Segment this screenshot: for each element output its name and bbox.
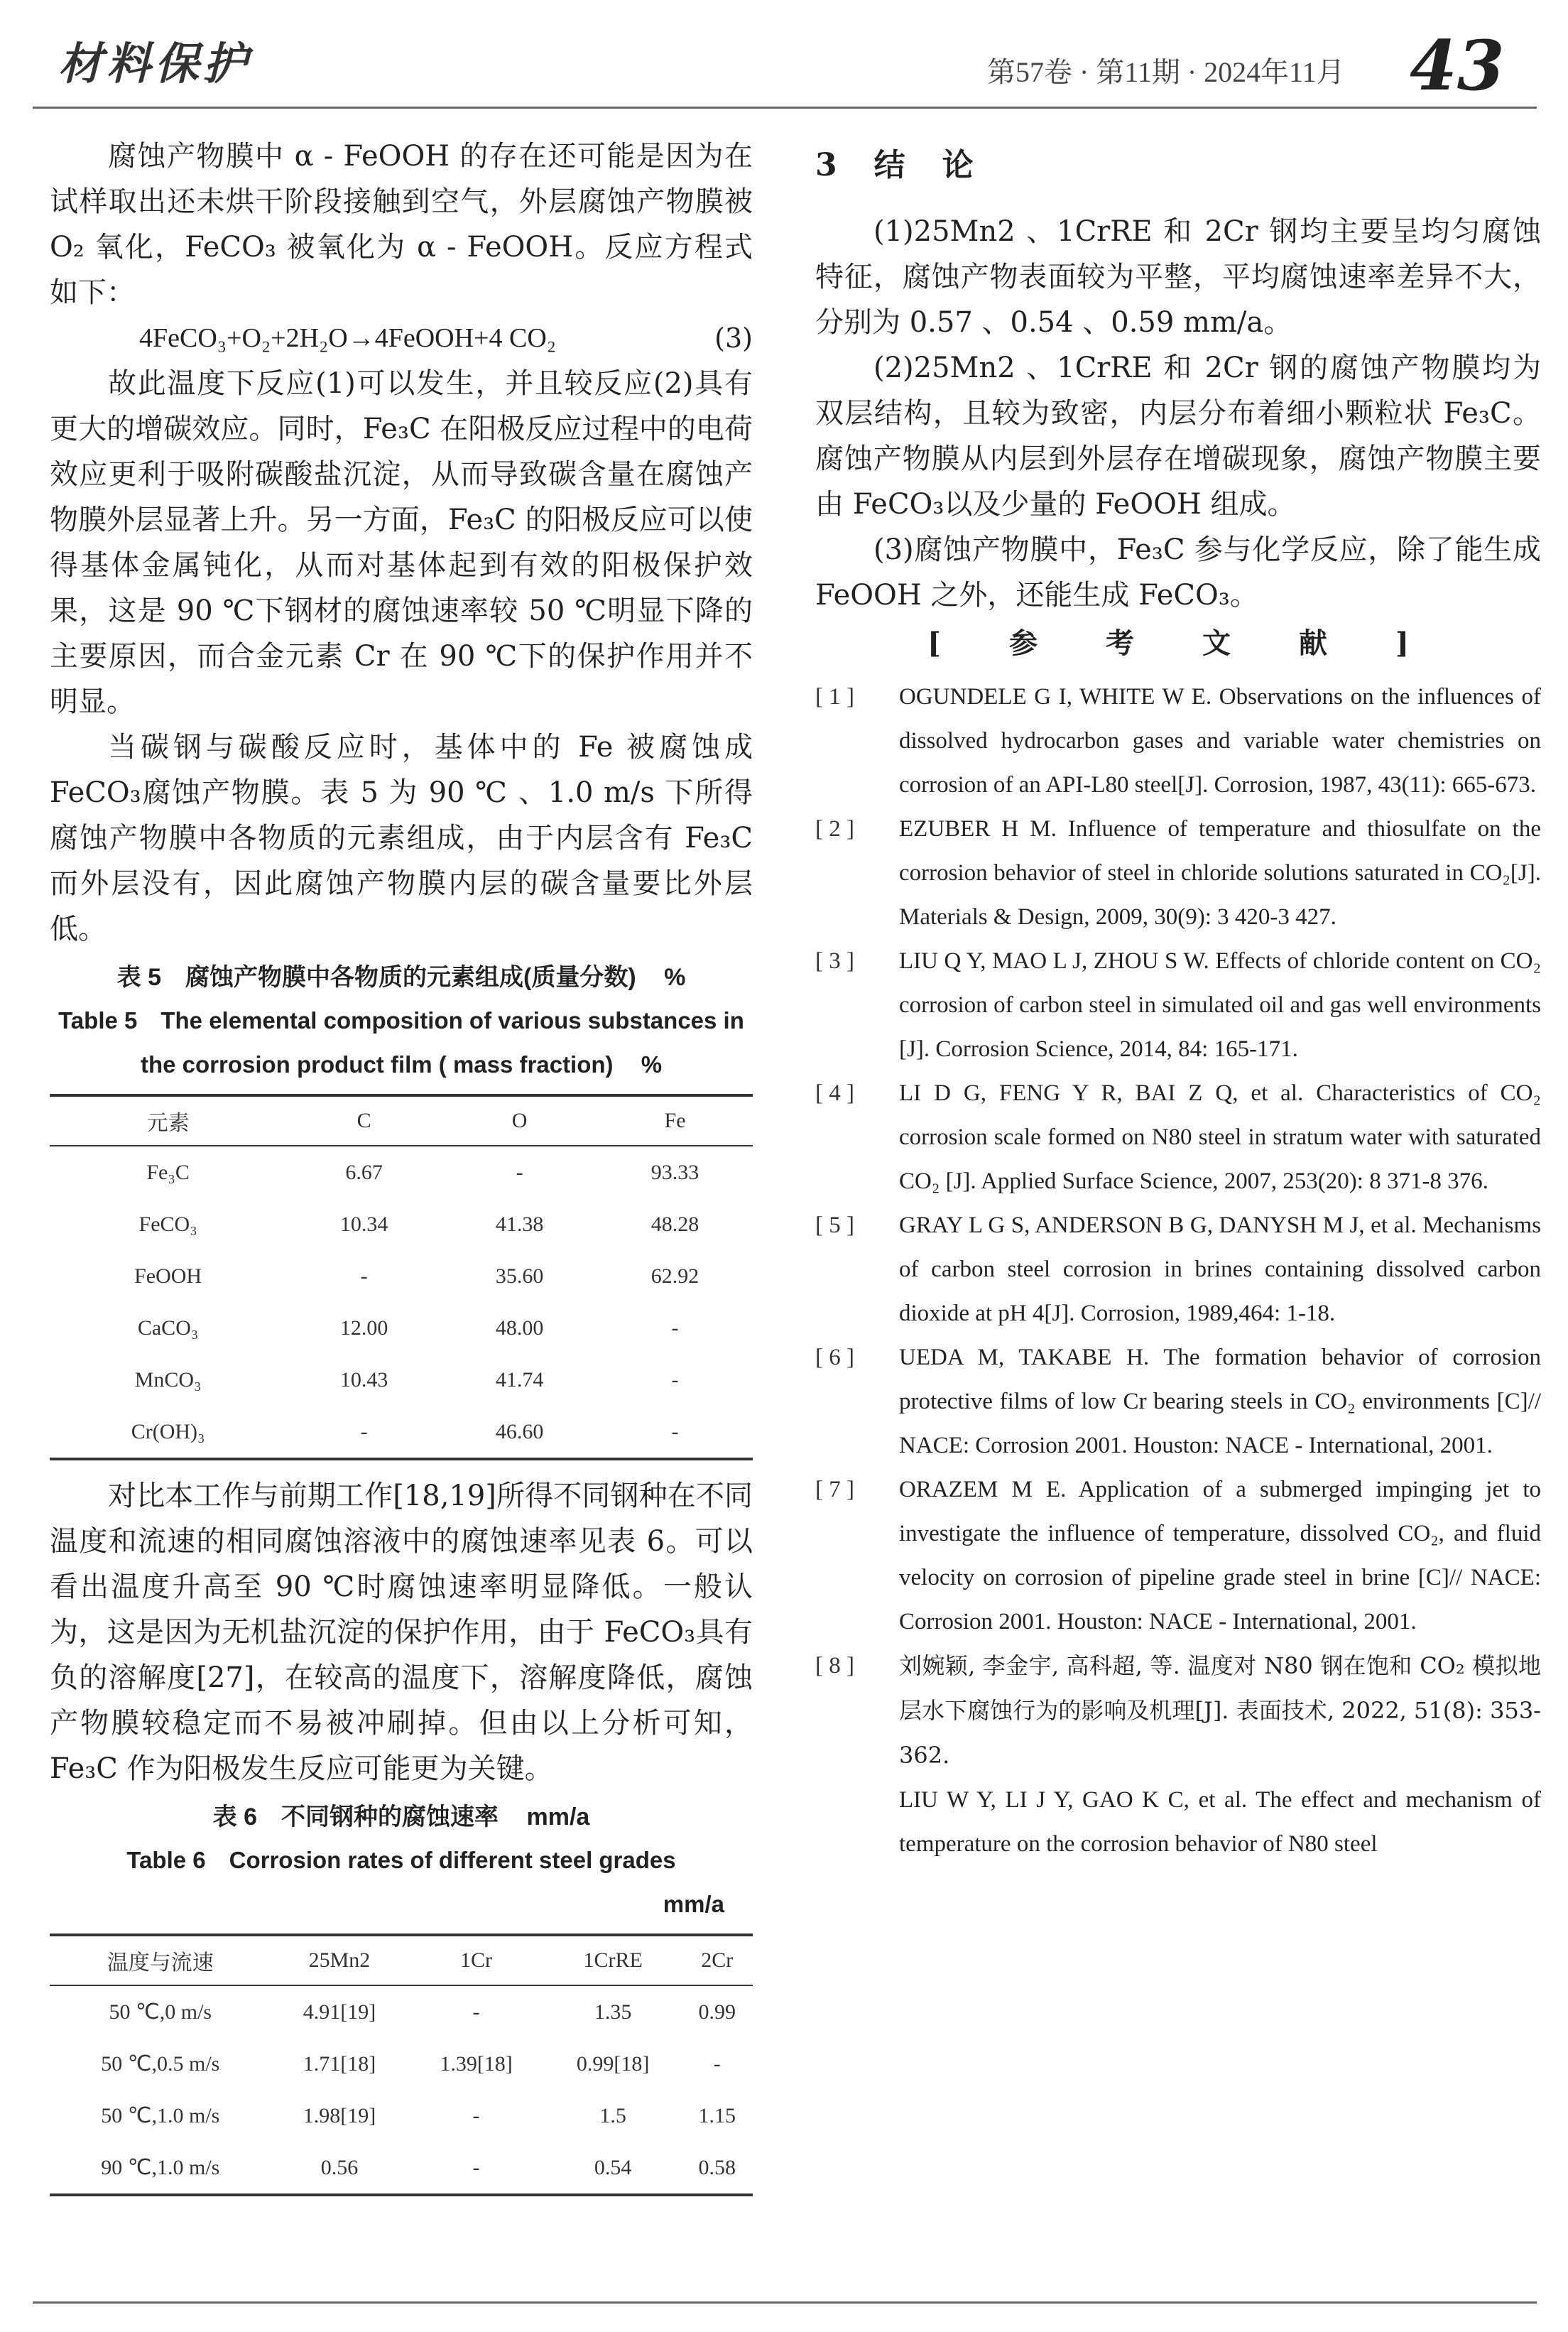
table6-caption-text: 表 6 不同钢种的腐蚀速率 xyxy=(212,1804,499,1831)
table-cell: MnCO₃ xyxy=(134,1367,202,1392)
table-cell: 0.99 xyxy=(698,2000,736,2024)
table-cell: - xyxy=(671,1367,679,1392)
paragraph: 对比本工作与前期工作[18,19]所得不同钢种在不同温度和流速的相同腐蚀溶液中的腐蚀速率见表 6。可以看出温度升高至 90 ℃时腐蚀速率明显降低。一般认为，这是因为无机盐沉淀的保护作用，由于 FeCO₃具有负的溶解度[27]，在较高的温度下，溶解度降低，腐蚀产物膜较稳定而不易被冲刷掉。但由以上分析可知，Fe₃C 作为阳极发生反应可能更为关键。 xyxy=(50,1480,753,1785)
reference-text: UEDA M, TAKABE H. The formation behavior of corrosion protective films of low Cr bearing steels in CO₂ environments [C]// NACE: Corrosion 2001. Houston: NACE - International, 2001. xyxy=(899,1345,1541,1458)
paragraph: 当碳钢与碳酸反应时，基体中的 Fe 被腐蚀成 FeCO₃腐蚀产物膜。表 5 为 90 ℃ 、1.0 m/s 下所得腐蚀产物膜中各物质的元素组成，由于内层含有 Fe₃C 而外层没有，因此腐蚀产物膜内层的碳含量要比外层低。 xyxy=(50,731,753,945)
table-cell: 35.60 xyxy=(495,1264,544,1288)
table-cell: FeOOH xyxy=(134,1264,202,1288)
table-row xyxy=(50,2090,753,2142)
equation-number: (3) xyxy=(714,322,753,354)
section-title: 3 结 论 xyxy=(815,147,976,183)
table-row xyxy=(50,1250,753,1302)
table-cell: 50 ℃,1.0 m/s xyxy=(101,2104,220,2127)
table6-unit-en: mm/a xyxy=(663,1891,724,1917)
table-cell: - xyxy=(671,1316,679,1340)
table-cell: 1.39[18] xyxy=(440,2051,513,2076)
reference-item xyxy=(815,1468,1541,1644)
table-header: 1Cr xyxy=(408,1935,545,1985)
reference-number: [ 1 ] xyxy=(815,684,854,710)
table-cell: CaCO₃ xyxy=(137,1316,199,1340)
table-cell: 0.99[18] xyxy=(576,2051,650,2076)
reference-item xyxy=(815,675,1541,807)
table-cell: - xyxy=(516,1160,523,1184)
equation-3 xyxy=(50,315,753,361)
header-rule xyxy=(33,107,1537,109)
table-row xyxy=(50,1146,753,1198)
table-cell: 10.43 xyxy=(339,1367,388,1392)
journal-logo: 材料保护 xyxy=(58,38,252,90)
table-cell: Fe₃C xyxy=(146,1160,190,1184)
table-row xyxy=(50,2142,753,2195)
table-header: O xyxy=(442,1095,597,1146)
table-cell: 4.91[19] xyxy=(303,2000,376,2024)
issue-info: 第57卷 · 第11期 · 2024年11月 xyxy=(987,56,1345,88)
reference-text: LIU Q Y, MAO L J, ZHOU S W. Effects of chloride content on CO₂ corrosion of carbon steel in simulated oil and gas well environments [J]. Corrosion Science, 2014, 84: 165-171. xyxy=(899,948,1541,1062)
reference-text: OGUNDELE G I, WHITE W E. Observations on the influences of dissolved hydrocarbon gases and variable water chemistries on corrosion of an API-L80 steel[J]. Corrosion, 1987, 43(11): 665-673. xyxy=(899,684,1541,798)
table-row xyxy=(50,1198,753,1250)
table-cell: 6.67 xyxy=(345,1160,383,1184)
table-cell: 12.00 xyxy=(339,1316,388,1340)
table-cell: - xyxy=(597,1406,753,1459)
reference-text: EZUBER H M. Influence of temperature and thiosulfate on the corrosion behavior of steel in chloride solutions saturated in CO₂[J]. Materials & Design, 2009, 30(9): 3 420-3 427. xyxy=(899,816,1541,930)
table-cell: 48.28 xyxy=(650,1212,699,1236)
table-cell: 0.54 xyxy=(545,2142,682,2195)
reference-item xyxy=(815,1335,1541,1468)
table5 xyxy=(50,1094,753,1460)
reference-text: LI D G, FENG Y R, BAI Z Q, et al. Characteristics of CO₂ corrosion scale formed on N80 steel in stratum water with saturated CO₂ [J]. Applied Surface Science, 2007, 253(20): 8 371-8 376. xyxy=(899,1080,1541,1194)
table-cell: 1.35 xyxy=(594,2000,632,2024)
reference-number: [ 3 ] xyxy=(815,948,854,974)
table6-caption-en xyxy=(50,1838,753,1882)
reference-text: 刘婉颖, 李金宇, 高科超, 等. 温度对 N80 钢在饱和 CO₂ 模拟地层水下腐蚀行为的影响及机理[J]. 表面技术, 2022, 51(8): 353-362. xyxy=(899,1652,1541,1769)
table-cell: 41.74 xyxy=(495,1367,544,1392)
table-cell: - xyxy=(408,2142,545,2195)
table-header: 2Cr xyxy=(681,1935,753,1985)
table-cell: 0.58 xyxy=(681,2142,753,2195)
table-cell: 10.34 xyxy=(339,1212,388,1236)
left-column xyxy=(50,134,753,2196)
table-cell: 46.60 xyxy=(442,1406,597,1459)
reference-number: [ 7 ] xyxy=(815,1477,854,1502)
table-cell: - xyxy=(472,2000,480,2024)
table5-unit-en: % xyxy=(641,1051,663,1078)
table-cell: 62.92 xyxy=(650,1264,699,1288)
reference-number: [ 5 ] xyxy=(815,1213,854,1238)
reference-number: [ 2 ] xyxy=(815,816,854,842)
reference-number: [ 4 ] xyxy=(815,1080,854,1106)
table-cell: 1.15 xyxy=(698,2103,736,2127)
table-header: C xyxy=(286,1095,442,1146)
page-number: 43 xyxy=(1410,26,1505,106)
table-header: 元素 xyxy=(50,1095,286,1146)
table5-unit: % xyxy=(664,964,686,991)
table-cell: 50 ℃,0.5 m/s xyxy=(101,2052,220,2076)
reference-item xyxy=(815,939,1541,1071)
paragraph: (2)25Mn2 、1CrRE 和 2Cr 钢的腐蚀产物膜均为双层结构，且较为致密，内层分布着细小颗粒状 Fe₃C。腐蚀产物膜从内层到外层存在增碳现象，腐蚀产物膜主要由 FeCO₃以及少量的 FeOOH 组成。 xyxy=(815,352,1541,521)
reference-text: GRAY L G S, ANDERSON B G, DANYSH M J, et al. Mechanisms of carbon steel corrosion in brines containing dissolved carbon dioxide at pH 4[J]. Corrosion, 1989,464: 1-18. xyxy=(899,1213,1541,1326)
paragraph: (3)腐蚀产物膜中，Fe₃C 参与化学反应，除了能生成 FeOOH 之外，还能生成 FeCO₃。 xyxy=(815,533,1541,612)
table6-caption-cn xyxy=(50,1796,753,1838)
reference-item xyxy=(815,807,1541,939)
paragraph: (1)25Mn2 、1CrRE 和 2Cr 钢均主要呈均匀腐蚀特征，腐蚀产物表面较为平整，平均腐蚀速率差异不大，分别为 0.57 、0.54 、0.59 mm/a。 xyxy=(815,215,1541,339)
table-header: 1CrRE xyxy=(545,1935,682,1985)
footer-rule xyxy=(33,2301,1537,2304)
table6-unit: mm/a xyxy=(526,1804,590,1831)
table-cell: 41.38 xyxy=(495,1212,544,1236)
page-header xyxy=(0,0,1568,107)
paragraph: 故此温度下反应(1)可以发生，并且较反应(2)具有更大的增碳效应。同时，Fe₃C 在阳极反应过程中的电荷效应更利于吸附碳酸盐沉淀，从而导致碳含量在腐蚀产物膜外层显著上升。另一方面，Fe₃C 的阳极反应可以使得基体金属钝化，从而对基体起到有效的阳极保护效果，这是 90 ℃下钢材的腐蚀速率较 50 ℃明显下降的主要原因，而合金元素 Cr 在 90 ℃下的保护作用并不明显。 xyxy=(50,367,753,718)
reference-text-translation: LIU W Y, LI J Y, GAO K C, et al. The effect and mechanism of temperature on the corrosion behavior of N80 steel xyxy=(899,1787,1541,1857)
reference-number: [ 8 ] xyxy=(815,1653,854,1679)
reference-item xyxy=(815,1203,1541,1335)
reference-list xyxy=(815,675,1541,1866)
table-cell: 90 ℃,1.0 m/s xyxy=(50,2142,271,2195)
table6-caption-en-text: Table 6 Corrosion rates of different steel grades xyxy=(126,1847,676,1873)
table-row xyxy=(50,1406,753,1459)
table-cell: - xyxy=(360,1264,368,1288)
paragraph: 腐蚀产物膜中 α - FeOOH 的存在还可能是因为在试样取出还未烘干阶段接触到空气，外层腐蚀产物膜被 O₂ 氧化，FeCO₃ 被氧化为 α - FeOOH。反应方程式如下： xyxy=(50,140,753,309)
table-cell: 48.00 xyxy=(495,1316,544,1340)
table-header: 温度与流速 xyxy=(50,1935,271,1985)
reference-text: ORAZEM M E. Application of a submerged impinging jet to investigate the influence of temperature, dissolved CO₂, and fluid velocity on corrosion of pipeline grade steel in brine [C]// NACE: Corrosion 2001. Houston: NACE - International, 2001. xyxy=(899,1477,1541,1634)
table-cell: FeCO₃ xyxy=(138,1212,197,1236)
table6-unit-en-line xyxy=(50,1882,753,1926)
table6 xyxy=(50,1934,753,2196)
table-cell: 1.71[18] xyxy=(303,2051,376,2076)
table-header: 25Mn2 xyxy=(271,1935,408,1985)
table-row xyxy=(50,2038,753,2090)
table5-caption-text: 表 5 腐蚀产物膜中各物质的元素组成(质量分数) xyxy=(116,964,636,991)
table5-caption-en xyxy=(50,999,753,1087)
table-cell: - xyxy=(713,2051,721,2076)
table-row xyxy=(50,1354,753,1406)
reference-item xyxy=(815,1644,1541,1866)
table-row xyxy=(50,1302,753,1354)
table-cell: 0.56 xyxy=(271,2142,408,2195)
reference-number: [ 6 ] xyxy=(815,1345,854,1370)
table-cell: - xyxy=(286,1406,442,1459)
right-column xyxy=(815,134,1541,1866)
table5-caption-cn xyxy=(50,956,753,999)
table-cell: 1.5 xyxy=(599,2103,626,2127)
table-cell: 50 ℃,0 m/s xyxy=(109,2000,212,2024)
references-title: [ 参 考 文 献 ] xyxy=(927,627,1429,660)
table5-caption-en-text: Table 5 The elemental composition of various substances in the corrosion product film ( mass fraction) xyxy=(58,1007,744,1078)
reference-item xyxy=(815,1071,1541,1203)
table-cell: - xyxy=(472,2103,480,2127)
table-cell: 1.98[19] xyxy=(303,2103,376,2127)
table-cell: Cr(OH)₃ xyxy=(50,1406,286,1459)
table-header: Fe xyxy=(597,1095,753,1146)
table-cell: 93.33 xyxy=(650,1160,699,1184)
table-row xyxy=(50,1985,753,2038)
equation-text: 4FeCO₃+O₂+2H₂O→4FeOOH+4 CO₂ xyxy=(139,323,557,353)
